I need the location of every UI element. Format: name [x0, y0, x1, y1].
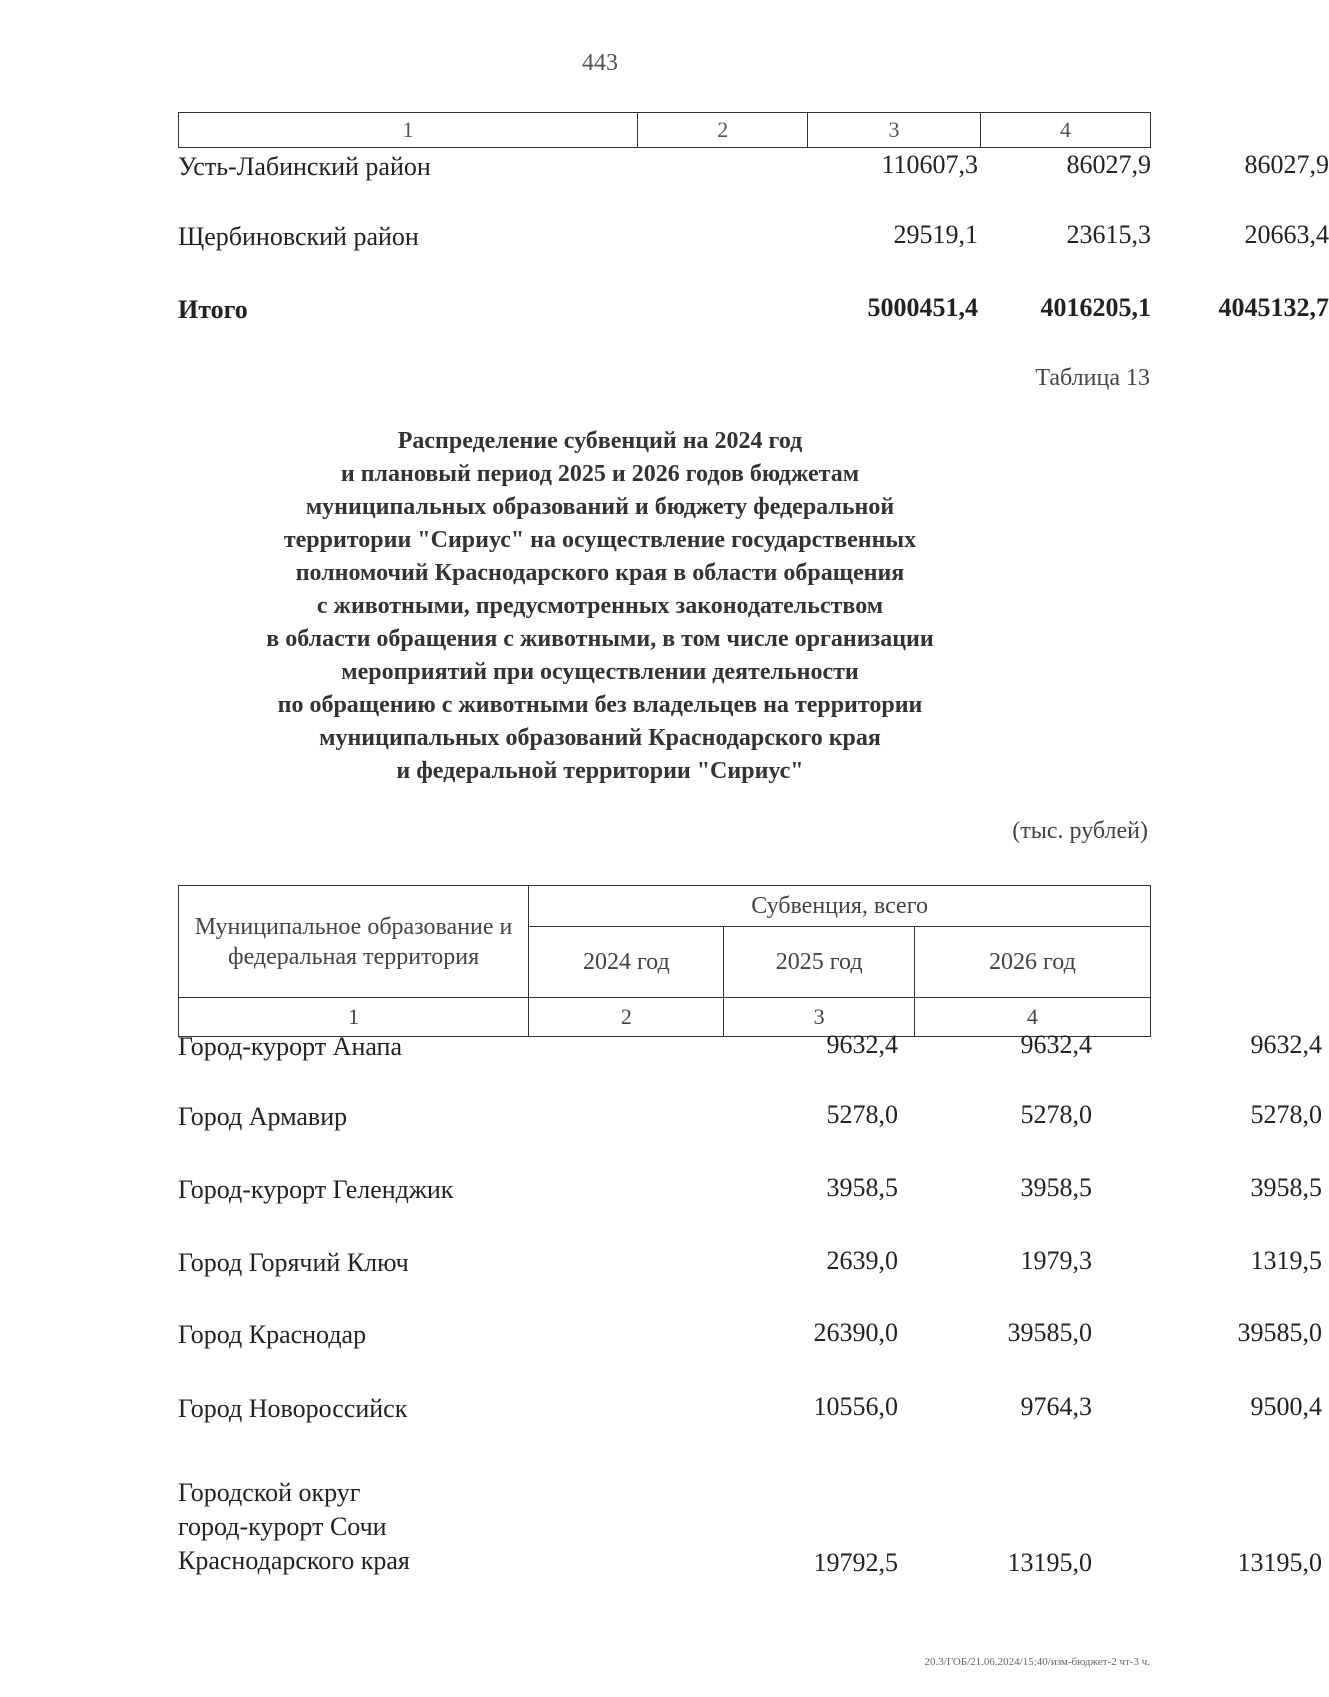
- row-name: Город-курорт Анапа: [178, 1032, 403, 1061]
- value-2026: 3958,5: [1250, 1173, 1322, 1202]
- header-cell: 4: [980, 113, 1150, 148]
- value-2025: 86027,9: [1066, 150, 1151, 179]
- title-line: по обращению с животными без владельцев на территории: [277, 692, 923, 718]
- value-2024: 3958,5: [826, 1173, 898, 1202]
- footer-code: 20.3/ГОБ/21.06.2024/15:40/изм-бюджет-2 чт-3 ч.: [924, 1656, 1150, 1668]
- year-header: 2024 год: [529, 927, 724, 998]
- value-2025: 39585,0: [1007, 1318, 1092, 1347]
- header-cell: 1: [179, 113, 638, 148]
- table-title: [150, 425, 1050, 788]
- year-header: 2025 год: [724, 927, 914, 998]
- value-2025: 9764,3: [1020, 1392, 1092, 1421]
- title-line: и плановый период 2025 и 2026 годов бюджетам: [340, 461, 860, 487]
- value-2024: 110607,3: [881, 150, 978, 179]
- value-2026: 9632,4: [1250, 1030, 1322, 1059]
- title-line: муниципальных образований и бюджету федеральной: [305, 494, 895, 520]
- title-line: Распределение субвенций на 2024 год: [397, 428, 803, 454]
- value-2025: 5278,0: [1020, 1100, 1092, 1129]
- value-2026: 20663,4: [1244, 220, 1329, 249]
- title-line: и федеральной территории "Сириус": [396, 758, 804, 784]
- number-cell: 3: [724, 998, 914, 1037]
- value-2026: 1319,5: [1250, 1246, 1322, 1275]
- value-2024: 9632,4: [826, 1030, 898, 1059]
- header-cell: 2: [638, 113, 808, 148]
- value-2025: 13195,0: [1007, 1548, 1092, 1577]
- value-2025: 9632,4: [1020, 1030, 1092, 1059]
- value-2024: 2639,0: [826, 1246, 898, 1275]
- title-line: полномочий Краснодарского края в области обращения: [295, 560, 905, 586]
- value-2026: 4045132,7: [1218, 293, 1329, 322]
- col1-header: Муниципальное образование и федеральная территория: [179, 886, 529, 998]
- title-line: территории "Сириус" на осуществление государственных: [283, 527, 917, 553]
- row-name: Город-курорт Геленджик: [178, 1175, 454, 1204]
- title-line: с животными, предусмотренных законодательством: [316, 593, 884, 619]
- header-cell: 3: [808, 113, 980, 148]
- value-2024: 29519,1: [893, 220, 978, 249]
- value-2026: 13195,0: [1237, 1548, 1322, 1577]
- title-line: мероприятий при осуществлении деятельности: [341, 659, 859, 685]
- value-2026: 9500,4: [1250, 1392, 1322, 1421]
- title-line: в области обращения с животными, в том числе организации: [266, 626, 934, 652]
- value-2024: 26390,0: [813, 1318, 898, 1347]
- value-2024: 10556,0: [813, 1392, 898, 1421]
- page-number: 443: [582, 50, 618, 76]
- year-header: 2026 год: [914, 927, 1150, 998]
- top-table-header: [178, 112, 1151, 148]
- row-name: Городской округ город-курорт Сочи Краснодарского края: [178, 1478, 410, 1575]
- value-2024: 19792,5: [813, 1548, 898, 1577]
- value-2025: 23615,3: [1066, 220, 1151, 249]
- row-name: Щербиновский район: [178, 222, 419, 251]
- value-2024: 5000451,4: [867, 293, 978, 322]
- value-2026: 86027,9: [1244, 150, 1329, 179]
- number-cell: 1: [179, 998, 529, 1037]
- value-2025: 3958,5: [1020, 1173, 1092, 1202]
- value-2025: 4016205,1: [1040, 293, 1151, 322]
- row-name: Город Армавир: [178, 1102, 348, 1131]
- table-label: Таблица 13: [1035, 365, 1150, 391]
- group-header: Субвенция, всего: [529, 886, 1151, 927]
- number-cell: 2: [529, 998, 724, 1037]
- row-name: Итого: [178, 295, 248, 324]
- value-2026: 39585,0: [1237, 1318, 1322, 1347]
- value-2024: 5278,0: [826, 1100, 898, 1129]
- units-label: (тыс. рублей): [1012, 818, 1148, 844]
- main-table-header: [178, 885, 1151, 1037]
- row-name: Город Горячий Ключ: [178, 1248, 409, 1277]
- title-line: муниципальных образований Краснодарского края: [319, 725, 881, 751]
- value-2025: 1979,3: [1020, 1246, 1092, 1275]
- row-name: Город Краснодар: [178, 1320, 367, 1349]
- row-name: Город Новороссийск: [178, 1394, 408, 1423]
- value-2026: 5278,0: [1250, 1100, 1322, 1129]
- number-cell: 4: [914, 998, 1150, 1037]
- row-name: Усть-Лабинский район: [178, 152, 431, 181]
